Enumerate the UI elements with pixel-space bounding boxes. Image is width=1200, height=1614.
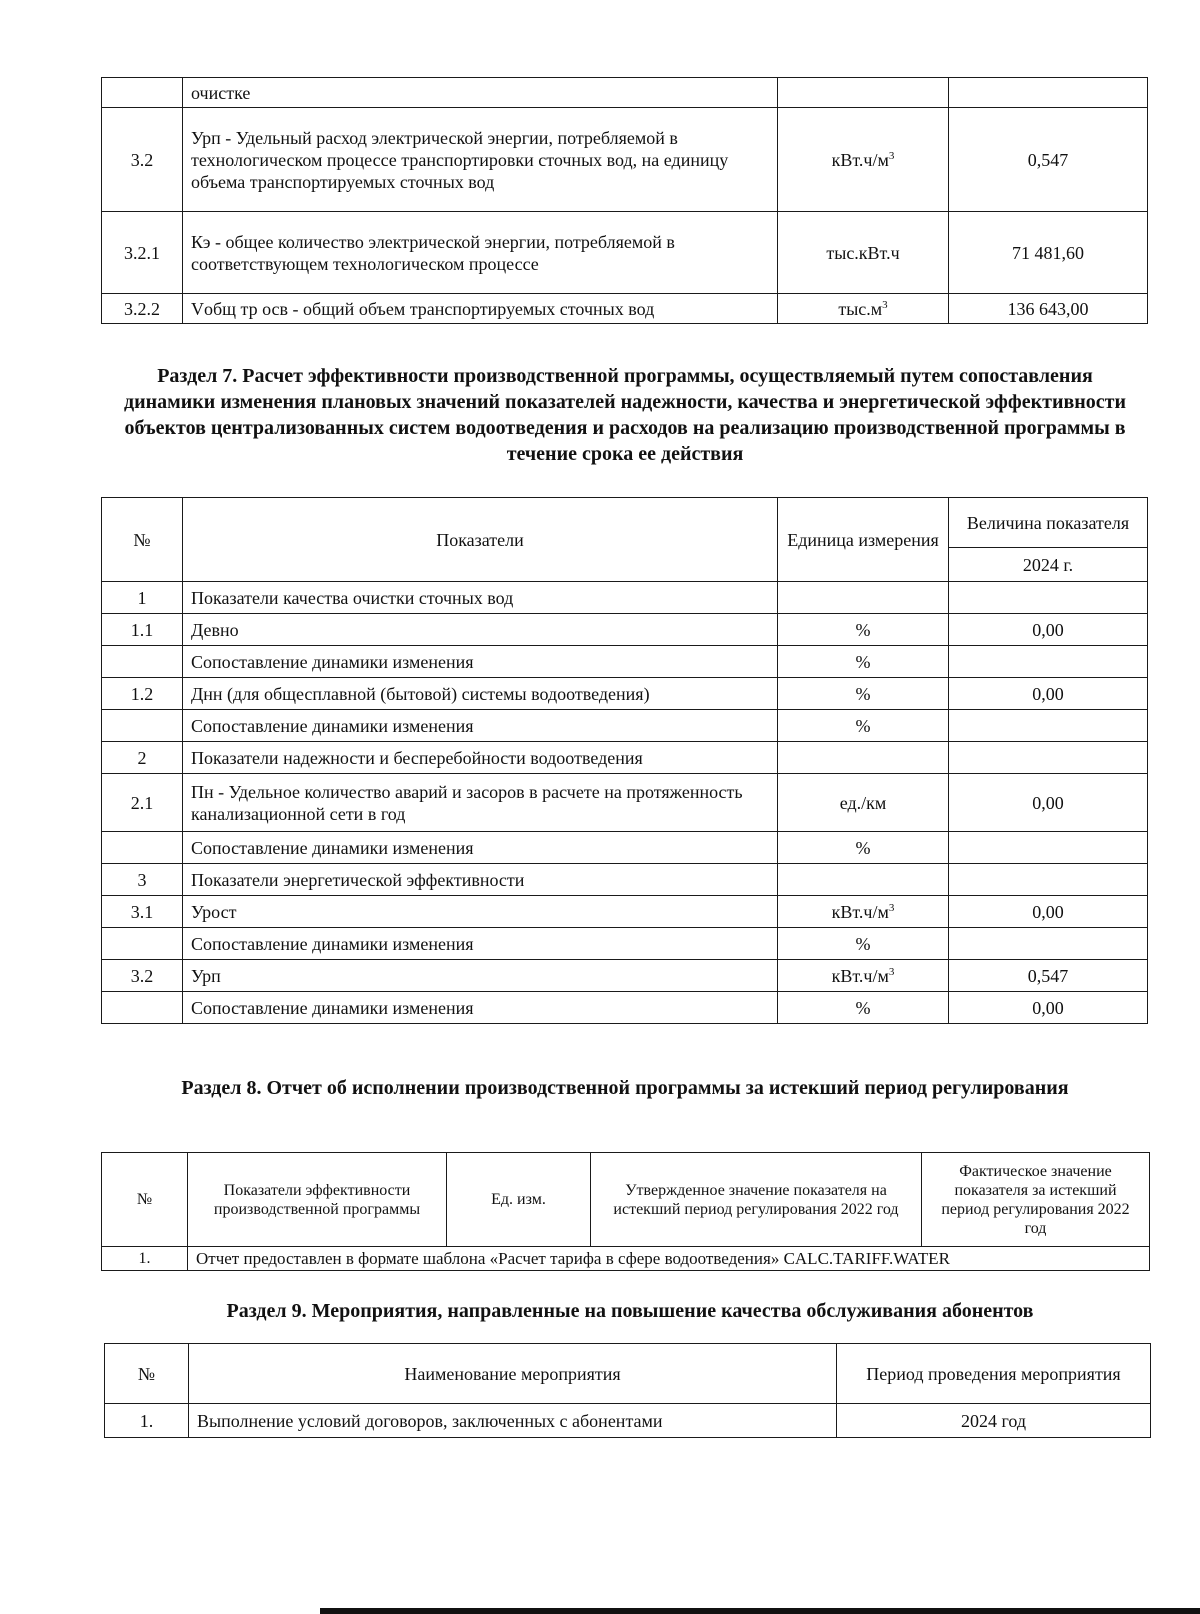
row-unit: $кВт.ч/м^3$ bbox=[778, 960, 949, 992]
table-row bbox=[102, 864, 1148, 896]
row-num: 3.2.2 bbox=[102, 294, 183, 324]
row-unit: % bbox=[778, 646, 949, 678]
row-text: Сопоставление динамики изменения bbox=[183, 710, 778, 742]
table-row bbox=[102, 614, 1148, 646]
table-row bbox=[102, 678, 1148, 710]
section8-heading: Раздел 8. Отчет об исполнении производственной программы за истекший период регулирования bbox=[181, 1077, 1069, 1099]
table-row bbox=[102, 294, 1148, 324]
table-row bbox=[102, 582, 1148, 614]
table-row bbox=[102, 992, 1148, 1024]
row-num: 1 bbox=[102, 582, 183, 614]
section9-heading: Раздел 9. Мероприятия, направленные на повышение качества обслуживания абонентов bbox=[226, 1300, 1034, 1322]
s9-row-period: 2024 год bbox=[837, 1404, 1151, 1438]
row-value bbox=[949, 928, 1148, 960]
table-row bbox=[102, 832, 1148, 864]
row-unit: % bbox=[778, 928, 949, 960]
s8-row-num: 1. bbox=[102, 1247, 188, 1271]
row-num bbox=[102, 646, 183, 678]
row-value bbox=[949, 646, 1148, 678]
table-section8 bbox=[101, 1152, 1150, 1271]
row-num: 2.1 bbox=[102, 774, 183, 832]
row-value: 0,00 bbox=[949, 896, 1148, 928]
unit-superscript: 3 bbox=[882, 298, 888, 311]
row-unit: $кВт.ч/м^3$ bbox=[778, 108, 949, 212]
row-num: 1.1 bbox=[102, 614, 183, 646]
row-unit: $тыс.м^3$ bbox=[778, 294, 949, 324]
table-row bbox=[102, 896, 1148, 928]
s9-header-period: Период проведения мероприятия bbox=[837, 1344, 1151, 1404]
row-unit bbox=[778, 582, 949, 614]
row-text: Пн - Удельное количество аварий и засоров в расчете на протяженность канализационной сети в год bbox=[183, 774, 778, 832]
row-text: Vобщ тр осв - общий объем транспортируемых сточных вод bbox=[183, 294, 778, 324]
row-num bbox=[102, 992, 183, 1024]
row-text: Показатели надежности и бесперебойности водоотведения bbox=[183, 742, 778, 774]
table-row bbox=[102, 742, 1148, 774]
s8-header-actual: Фактическое значение показателя за истекший период регулирования 2022 год bbox=[922, 1153, 1150, 1247]
row-text: Урп bbox=[183, 960, 778, 992]
s8-header-approved: Утвержденное значение показателя на истекший период регулирования 2022 год bbox=[591, 1153, 922, 1247]
row-num: 3.1 bbox=[102, 896, 183, 928]
unit-superscript: 3 bbox=[888, 965, 895, 978]
row-unit: % bbox=[778, 678, 949, 710]
row-unit bbox=[778, 742, 949, 774]
header-indicator: Показатели bbox=[183, 498, 778, 582]
row-unit: % bbox=[778, 710, 949, 742]
row-text: Сопоставление динамики изменения bbox=[183, 832, 778, 864]
row-text: Урп - Удельный расход электрической энергии, потребляемой в технологическом процессе транспортировки сточных вод, на единицу объема транспортируемых сточных вод bbox=[183, 108, 778, 212]
s8-header-unit: Ед. изм. bbox=[447, 1153, 591, 1247]
table-row bbox=[102, 1247, 1150, 1271]
row-unit: % bbox=[778, 992, 949, 1024]
row-unit: $кВт.ч/м^3$ bbox=[778, 896, 949, 928]
row-text: Урост bbox=[183, 896, 778, 928]
row-value bbox=[949, 78, 1148, 108]
unit-superscript: 3 bbox=[888, 901, 895, 914]
row-unit: % bbox=[778, 832, 949, 864]
row-num: 1.2 bbox=[102, 678, 183, 710]
s8-header-num: № bbox=[102, 1153, 188, 1247]
row-num bbox=[102, 710, 183, 742]
row-value: 0,00 bbox=[949, 774, 1148, 832]
row-unit bbox=[778, 864, 949, 896]
row-value: 0,00 bbox=[949, 614, 1148, 646]
section7-heading: Раздел 7. Расчет эффективности производственной программы, осуществляемый путем сопоставления динамики изменения плановых значений показателей надежности, качества и энергетической эффективности объектов централизованных систем водоотведения и расходов на реализацию производственной программы в течение срока ее действия bbox=[123, 365, 1127, 465]
row-unit: ед./км bbox=[778, 774, 949, 832]
table-energy-continuation bbox=[101, 77, 1148, 324]
row-unit: тыс.кВт.ч bbox=[778, 212, 949, 294]
table-row bbox=[102, 646, 1148, 678]
row-value: 0,00 bbox=[949, 678, 1148, 710]
row-value bbox=[949, 742, 1148, 774]
row-value: 136 643,00 bbox=[949, 294, 1148, 324]
row-num: 3 bbox=[102, 864, 183, 896]
row-value: 0,00 bbox=[949, 992, 1148, 1024]
table-row bbox=[102, 774, 1148, 832]
row-value bbox=[949, 710, 1148, 742]
row-text: Днн (для общесплавной (бытовой) системы водоотведения) bbox=[183, 678, 778, 710]
row-num bbox=[102, 928, 183, 960]
row-text: Сопоставление динамики изменения bbox=[183, 992, 778, 1024]
s9-header-name: Наименование мероприятия bbox=[189, 1344, 837, 1404]
s9-row-num: 1. bbox=[105, 1404, 189, 1438]
header-num: № bbox=[102, 498, 183, 582]
row-text: Сопоставление динамики изменения bbox=[183, 928, 778, 960]
table-section7 bbox=[101, 497, 1148, 1024]
row-text: Показатели энергетической эффективности bbox=[183, 864, 778, 896]
row-num: 3.2 bbox=[102, 108, 183, 212]
row-value: 71 481,60 bbox=[949, 212, 1148, 294]
table-row bbox=[105, 1404, 1151, 1438]
row-text: Сопоставление динамики изменения bbox=[183, 646, 778, 678]
table-section9 bbox=[104, 1343, 1151, 1438]
row-num bbox=[102, 832, 183, 864]
table-row bbox=[102, 928, 1148, 960]
row-value bbox=[949, 864, 1148, 896]
row-value bbox=[949, 832, 1148, 864]
row-text: Показатели качества очистки сточных вод bbox=[183, 582, 778, 614]
row-num: 3.2.1 bbox=[102, 212, 183, 294]
row-value: 0,547 bbox=[949, 960, 1148, 992]
table-row bbox=[102, 212, 1148, 294]
header-year: 2024 г. bbox=[949, 548, 1148, 582]
s8-header-indicator: Показатели эффективности производственной программы bbox=[188, 1153, 447, 1247]
header-value: Величина показателя bbox=[949, 498, 1148, 548]
table-row bbox=[102, 108, 1148, 212]
table-row bbox=[102, 78, 1148, 108]
table-row bbox=[102, 710, 1148, 742]
row-text: очистке bbox=[183, 78, 778, 108]
row-text: Девно bbox=[183, 614, 778, 646]
row-text: Кэ - общее количество электрической энергии, потребляемой в соответствующем технологическом процессе bbox=[183, 212, 778, 294]
row-num bbox=[102, 78, 183, 108]
unit-superscript: 3 bbox=[888, 149, 895, 162]
s9-row-name: Выполнение условий договоров, заключенных с абонентами bbox=[189, 1404, 837, 1438]
scan-edge-line bbox=[320, 1608, 1200, 1614]
row-unit: % bbox=[778, 614, 949, 646]
header-unit: Единица измерения bbox=[778, 498, 949, 582]
row-unit bbox=[778, 78, 949, 108]
s8-row-text: Отчет предоставлен в формате шаблона «Расчет тарифа в сфере водоотведения» CALC.TARIFF.WATER bbox=[188, 1247, 1150, 1271]
table-row bbox=[102, 960, 1148, 992]
row-num: 3.2 bbox=[102, 960, 183, 992]
s9-header-num: № bbox=[105, 1344, 189, 1404]
row-num: 2 bbox=[102, 742, 183, 774]
row-value: 0,547 bbox=[949, 108, 1148, 212]
row-value bbox=[949, 582, 1148, 614]
